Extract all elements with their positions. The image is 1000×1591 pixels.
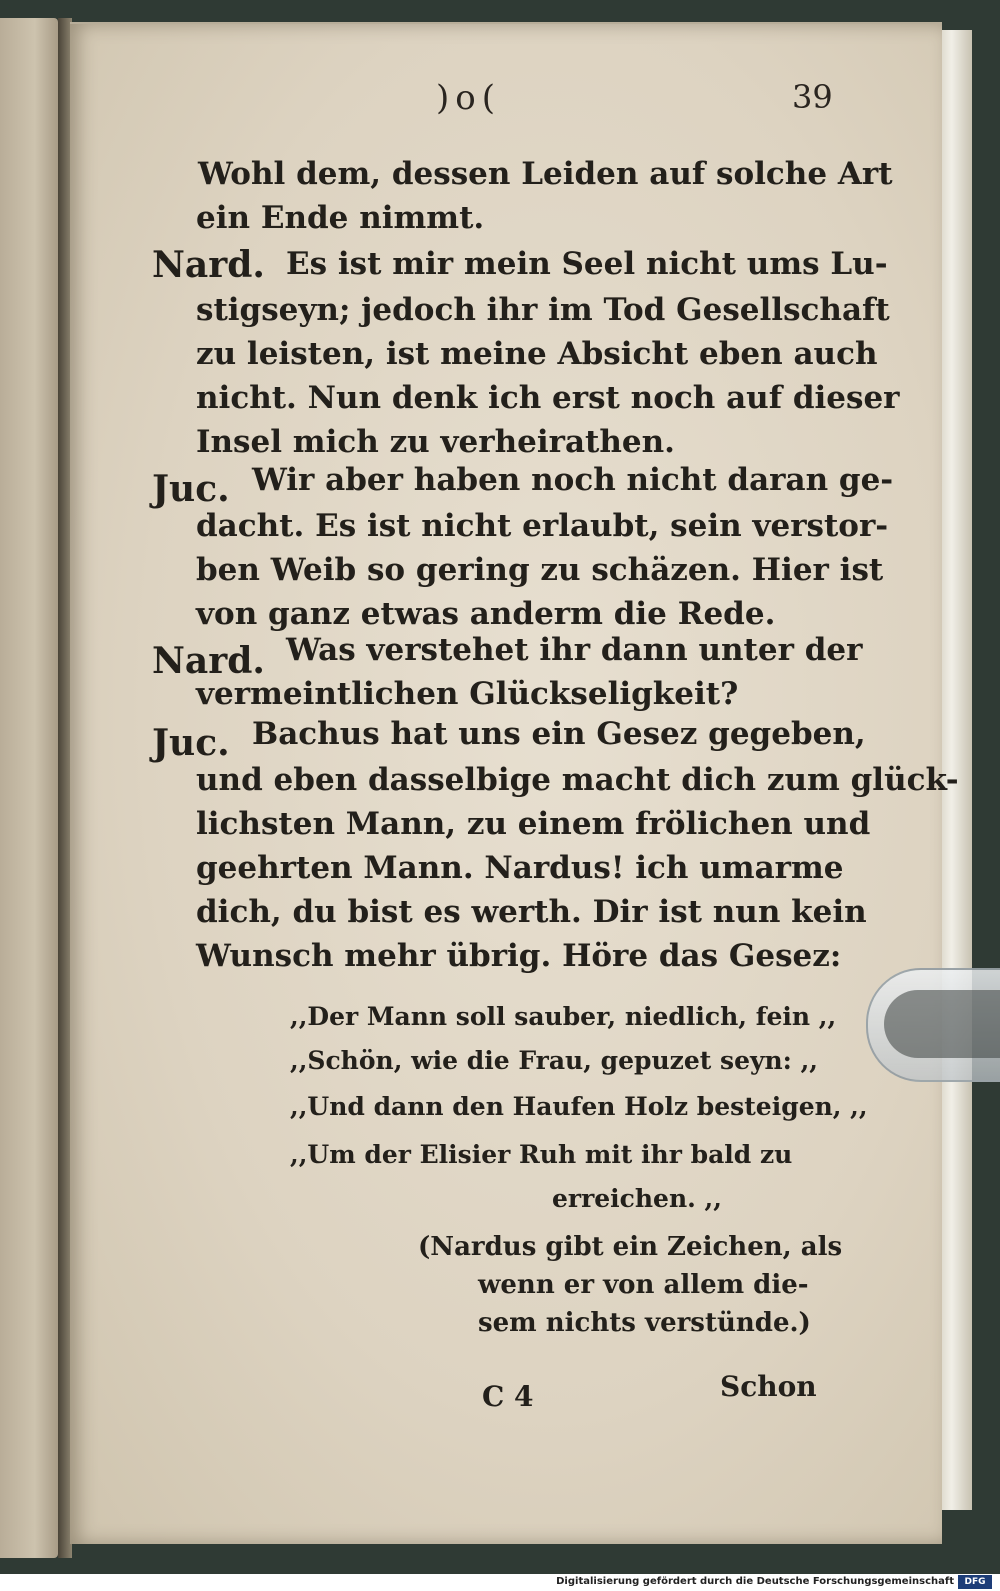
catchword: Schon [720, 1370, 817, 1403]
speaker-label: Nard. [152, 244, 265, 286]
text-line: dacht. Es ist nicht erlaubt, sein verstor- [196, 508, 889, 544]
text-line: Was verstehet ihr dann unter der [286, 632, 863, 668]
signature-mark: C 4 [482, 1380, 534, 1413]
text-line: Wohl dem, dessen Leiden auf solche Art [198, 156, 893, 192]
text-line: Insel mich zu verheirathen. [196, 424, 675, 460]
text-line: dich, du bist es werth. Dir ist nun kein [196, 894, 867, 930]
left-page-edge [0, 18, 58, 1558]
stage-direction-line: sem nichts verstünde.) [478, 1308, 811, 1338]
dfg-logo: DFG [958, 1575, 992, 1589]
text-line: Bachus hat uns ein Gesez gegeben, [252, 716, 866, 752]
text-line: vermeintlichen Glückseligkeit? [196, 676, 739, 712]
speaker-label: Juc. [152, 468, 230, 510]
text-line: lichsten Mann, zu einem frölichen und [196, 806, 871, 842]
verse-line: ,,Und dann den Haufen Holz besteigen, ,, [290, 1092, 868, 1121]
text-line: und eben dasselbige macht dich zum glück- [196, 762, 959, 798]
verse-line: ,,Schön, wie die Frau, gepuzet seyn: ,, [290, 1046, 819, 1075]
verse-line: ,,Um der Elisier Ruh mit ihr bald zu [290, 1140, 793, 1169]
funding-credit: Digitalisierung gefördert durch die Deutsche Forschungsgemeinschaft [556, 1576, 954, 1587]
stage-direction-line: wenn er von allem die- [478, 1270, 809, 1300]
text-line: ben Weib so gering zu schäzen. Hier ist [196, 552, 884, 588]
verse-line: ,,Der Mann soll sauber, niedlich, fein ,, [290, 1002, 837, 1031]
text-line: ein Ende nimmt. [196, 200, 485, 236]
text-line: Wunsch mehr übrig. Höre das Gesez: [196, 938, 842, 974]
text-line: Es ist mir mein Seel nicht ums Lu- [286, 246, 888, 282]
speaker-label: Nard. [152, 640, 265, 682]
text-line: nicht. Nun denk ich erst noch auf dieser [196, 380, 900, 416]
text-line: zu leisten, ist meine Absicht eben auch [196, 336, 878, 372]
text-line: von ganz etwas anderm die Rede. [196, 596, 776, 632]
page-number: 39 [792, 78, 833, 116]
page-clip-shadow [884, 990, 1000, 1058]
speaker-label: Juc. [152, 722, 230, 764]
text-line: Wir aber haben noch nicht daran ge- [252, 462, 894, 498]
verse-line: erreichen. ,, [552, 1184, 722, 1213]
text-line: geehrten Mann. Nardus! ich umarme [196, 850, 844, 886]
running-head-ornament: )o( [436, 78, 501, 118]
text-line: stigseyn; jedoch ihr im Tod Gesellschaft [196, 292, 890, 328]
stage-direction-line: (Nardus gibt ein Zeichen, als [418, 1232, 843, 1262]
